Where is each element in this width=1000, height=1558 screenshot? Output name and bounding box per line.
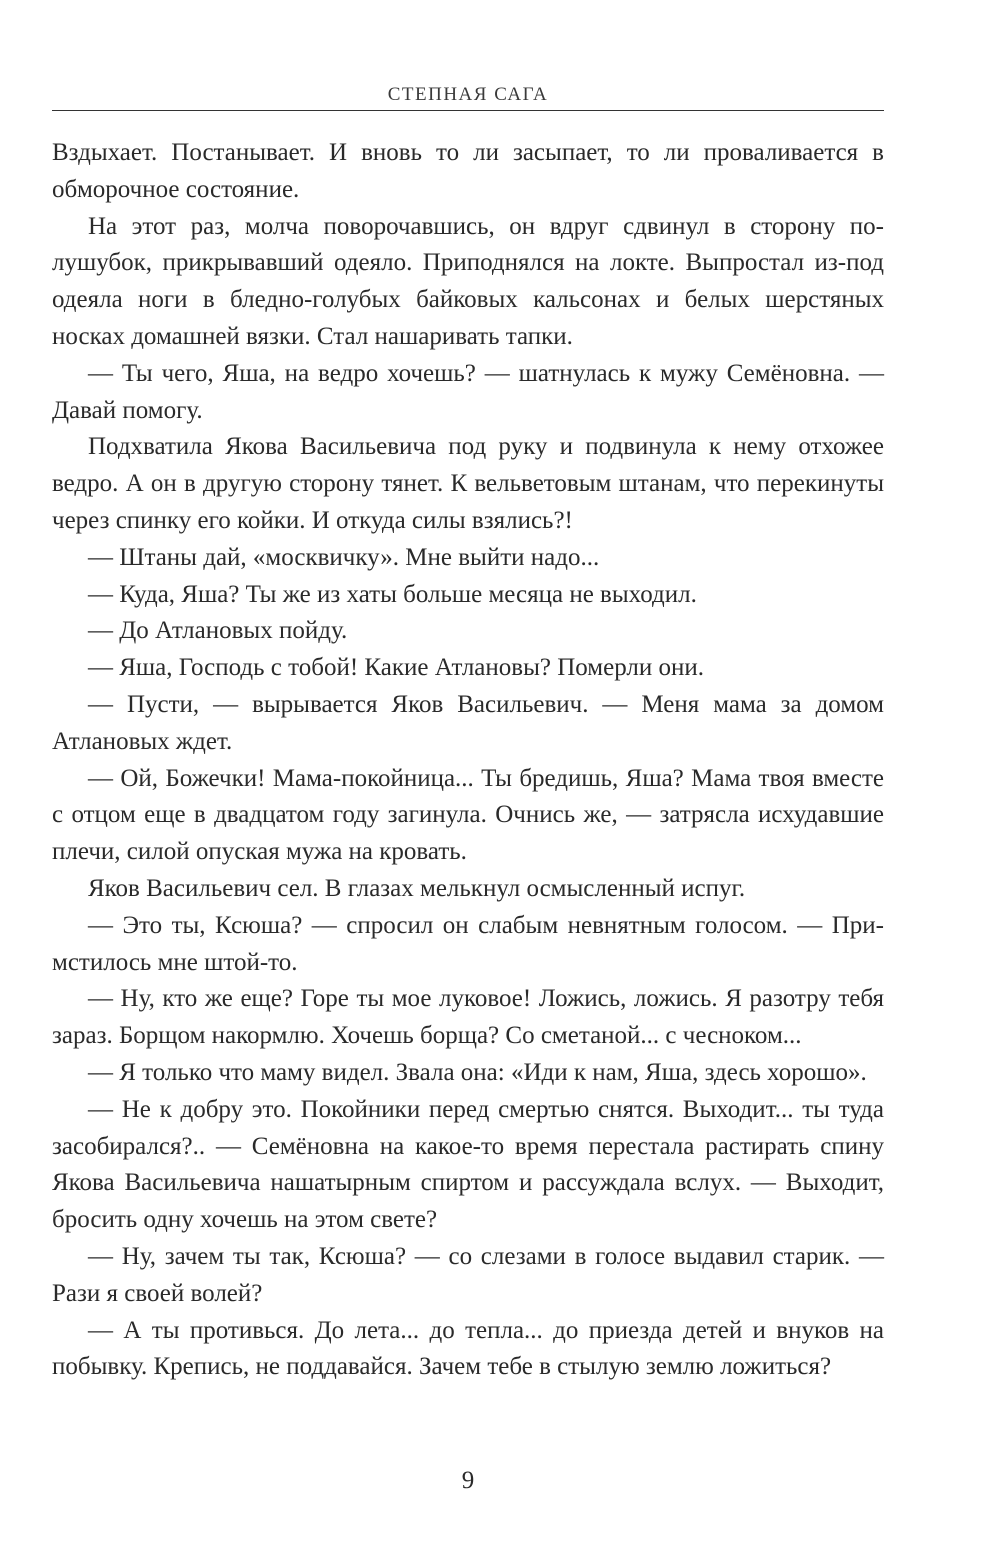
- paragraph: — Ну, зачем ты так, Ксюша? — со слезами в голосе выдавил старик. — Рази я своей волей?: [52, 1242, 884, 1307]
- paragraph: — До Атлановых пойду.: [88, 617, 348, 645]
- paragraph: — Яша, Господь с тобой! Какие Атлановы? Померли они.: [88, 654, 704, 682]
- running-head-title: СТЕПНАЯ САГА: [387, 84, 549, 105]
- paragraph: — Я только что маму видел. Звала она: «Иди к нам, Яша, здесь хорошо».: [88, 1058, 867, 1086]
- page-number: 9: [461, 1467, 475, 1494]
- paragraph: — Не к добру это. Покойники перед смертью снятся. Выходит... ты туда засобирался?.. — Семёновна на какое-то время перестала растирать спину Якова Васильевича нашатырным спиртом и рассуждала вслух. — Выходит, бросить одну хочешь на этом свете?: [52, 1095, 884, 1234]
- paragraph: — Это ты, Ксюша? — спросил он слабым невнятным голосом. — Примстилось мне штой-то.: [52, 911, 884, 976]
- header-rule: [52, 110, 884, 111]
- paragraph: — Ой, Божечки! Мама-покойница... Ты бредишь, Яша? Мама твоя вместе с отцом еще в двадцатом году загинула. Очнись же, — затрясла исхудавшие плечи, силой опуская мужа на кровать.: [52, 764, 884, 866]
- body-text: [52, 135, 884, 1386]
- paragraph: — Пусти, — вырывается Яков Васильевич. — Меня мама за домом Атлановых ждет.: [52, 690, 884, 755]
- paragraph: — Ты чего, Яша, на ведро хочешь? — шатнулась к мужу Семёновна. — Давай помогу.: [52, 359, 884, 424]
- paragraph: Яков Васильевич сел. В глазах мелькнул осмысленный испуг.: [88, 874, 746, 902]
- paragraph: Вздыхает. Постанывает. И вновь то ли засыпает, то ли проваливается в обморочное состояние.: [52, 139, 884, 203]
- paragraph: — Штаны дай, «москвичку». Мне выйти надо...: [88, 543, 600, 571]
- paragraph: — Куда, Яша? Ты же из хаты больше месяца не выходил.: [88, 580, 697, 608]
- paragraph: На этот раз, молча поворочавшись, он вдруг сдвинул в сторону полушубок, прикрывавший одеяло. Приподнялся на локте. Выпростал из-под одеяла ноги в бледно-голубых байковых кальсонах и белых шерстяных носках домашней вязки. Стал нашаривать тапки.: [52, 212, 884, 350]
- paragraph: — А ты противься. До лета... до тепла... до приезда детей и внуков на побывку. Крепись, не поддавайся. Зачем тебе в стылую землю ложиться?: [52, 1316, 884, 1381]
- paragraph: Подхватила Якова Васильевича под руку и подвинула к нему отхожее ведро. А он в другую сторону тянет. К вельветовым штанам, что перекинуты через спинку его койки. И откуда силы взялись?!: [52, 433, 884, 534]
- paragraph: — Ну, кто же еще? Горе ты мое луковое! Ложись, ложись. Я разотру тебя зараз. Борщом накормлю. Хочешь борща? Со сметаной... с чесноком...: [52, 985, 884, 1050]
